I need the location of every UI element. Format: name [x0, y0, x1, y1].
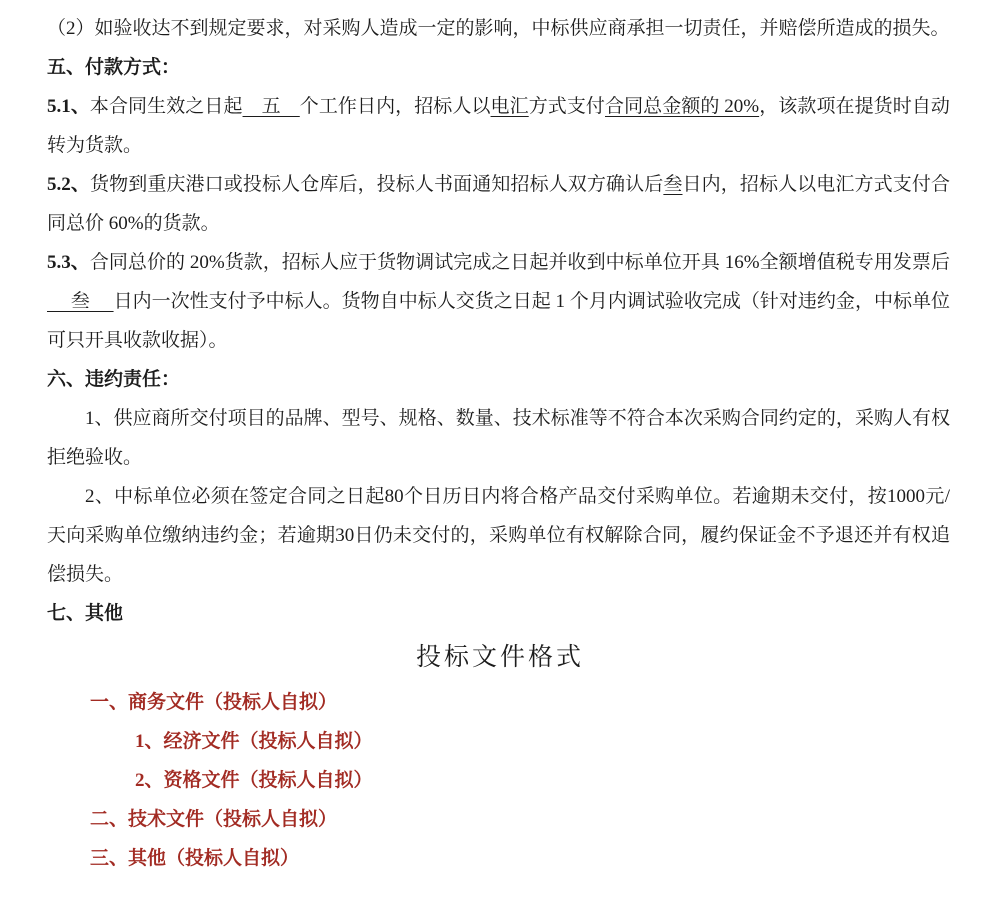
blank-working-days: 五 — [242, 96, 300, 117]
intro-paragraph — [47, 9, 950, 48]
clause-5-3-number: 5.3、 — [47, 252, 90, 273]
clause-5-1-text-2: 个工作日内，招标人以 — [299, 96, 491, 117]
clause-5-1-text-1: 本合同生效之日起 — [89, 96, 243, 117]
payment-heading: 五、付款方式： — [47, 57, 181, 78]
clause-5-3 — [47, 243, 950, 360]
bid-format-item-qualification: 2、资格文件（投标人自拟） — [135, 770, 373, 791]
clause-5-1-text-4: ，该款项在提货时自动转为货款。 — [47, 96, 950, 156]
blank-three-days: 叁 — [47, 291, 114, 312]
underlined-contract-amount-20pct: 合同总金额的 20% — [605, 96, 760, 117]
clause-5-2-number: 5.2、 — [47, 174, 90, 195]
underlined-wire-transfer: 电汇 — [490, 96, 529, 117]
clause-5-1-number: 5.1、 — [47, 96, 90, 117]
bid-format-item-commercial: 一、商务文件（投标人自拟） — [90, 692, 338, 713]
clause-5-2-text-1: 货物到重庆港口或投标人仓库后，投标人书面通知招标人双方确认后 — [89, 174, 664, 195]
bid-format-title: 投标文件格式 — [415, 644, 584, 671]
bid-format-item-other: 三、其他（投标人自拟） — [90, 848, 300, 869]
other-heading: 七、其他 — [47, 603, 124, 624]
clause-5-2-text-2: 日内，招标人以电汇方式支付合同总价 60%的货款。 — [47, 174, 950, 234]
bid-format-item-technical: 二、技术文件（投标人自拟） — [90, 809, 338, 830]
clause-5-1 — [47, 87, 950, 165]
bid-format-list — [47, 683, 950, 878]
clause-5-3-text-2: 日内一次性支付予中标人。货物自中标人交货之日起 1 个月内调试验收完成（针对违约金，中标单位可只开具收款收据）。 — [47, 291, 950, 351]
clause-5-1-text-3: 方式支付 — [528, 96, 606, 117]
intro-text: （2）如验收达不到规定要求，对采购人造成一定的影响，中标供应商承担一切责任，并赔偿所造成的损失。 — [47, 18, 950, 39]
breach-item-1: 1、供应商所交付项目的品牌、型号、规格、数量、技术标准等不符合本次采购合同约定的，采购人有权拒绝验收。 — [47, 408, 950, 468]
clause-5-3-text-1: 合同总价的 20%货款，招标人应于货物调试完成之日起并收到中标单位开具 16%全额增值税专用发票后 — [89, 252, 950, 273]
bid-format-item-economic: 1、经济文件（投标人自拟） — [135, 731, 373, 752]
clause-5-2 — [47, 165, 950, 243]
breach-item-2: 2、中标单位必须在签定合同之日起80个日历日内将合格产品交付采购单位。若逾期未交付，按1000元/天向采购单位缴纳违约金；若逾期30日仍未交付的，采购单位有权解除合同，履约保证金不予退还并有权追偿损失。 — [47, 486, 950, 585]
breach-heading: 六、违约责任： — [47, 369, 181, 390]
underlined-three-days: 叁 — [663, 174, 683, 195]
